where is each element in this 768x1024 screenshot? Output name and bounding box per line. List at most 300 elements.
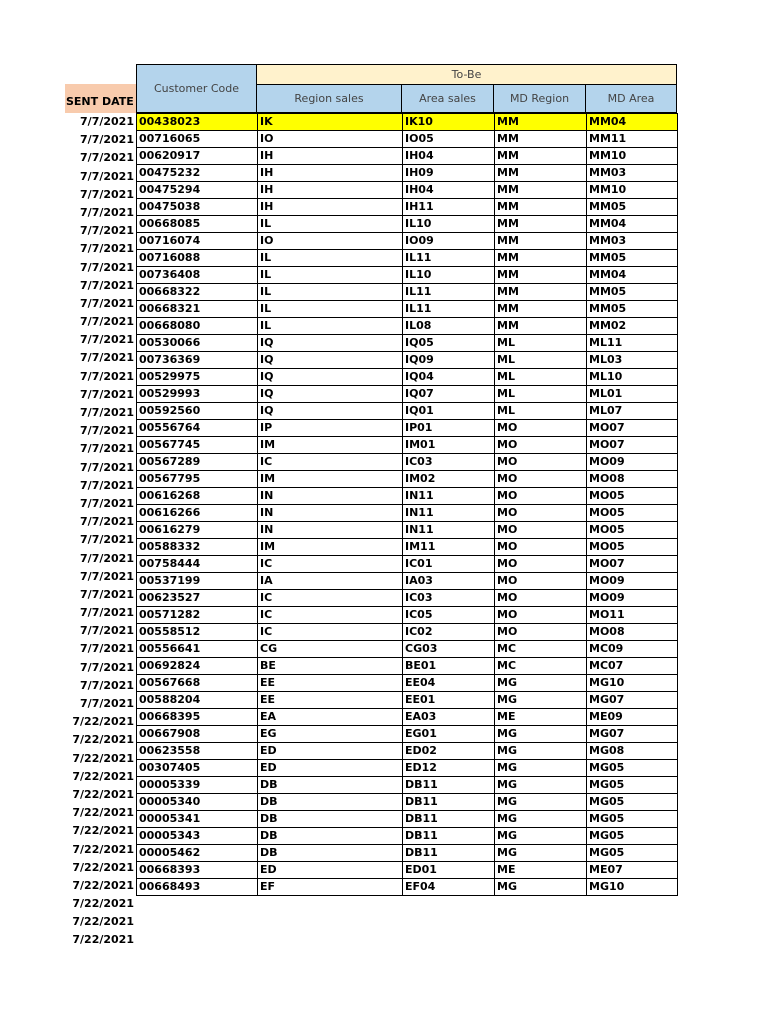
sent-date-cell[interactable]: 7/7/2021 [80,224,134,238]
region-cell[interactable]: IH [258,199,403,216]
md-region-cell[interactable]: MO [495,539,587,556]
area-cell[interactable]: IL11 [403,301,495,318]
region-cell[interactable]: IL [258,284,403,301]
area-cell[interactable]: ED02 [403,743,495,760]
table-row [137,267,678,284]
md-area-cell[interactable]: MM05 [587,199,678,216]
region-cell[interactable]: IK [258,114,403,131]
area-cell[interactable]: IM02 [403,471,495,488]
code-cell[interactable]: 00758444 [137,556,258,573]
md-area-cell[interactable]: MG05 [587,760,678,777]
table-row [137,148,678,165]
code-cell[interactable]: 00668085 [137,216,258,233]
code-cell[interactable]: 00530066 [137,335,258,352]
md-region-cell[interactable]: MG [495,726,587,743]
md-area-cell[interactable]: MG07 [587,726,678,743]
region-cell[interactable]: IL [258,301,403,318]
code-cell[interactable]: 00668321 [137,301,258,318]
area-cell[interactable]: EG01 [403,726,495,743]
md-area-cell[interactable]: MM04 [587,114,678,131]
sent-date-cell[interactable]: 7/7/2021 [80,115,134,128]
code-cell[interactable]: 00005462 [137,845,258,862]
md-area-cell[interactable]: MM11 [587,131,678,148]
area-cell[interactable]: IQ07 [403,386,495,403]
region-cell[interactable]: IQ [258,369,403,386]
md-region-cell[interactable]: MM [495,301,587,318]
md-area-cell[interactable]: MM05 [587,284,678,301]
table-row [137,692,678,709]
code-cell[interactable]: 00556641 [137,641,258,658]
sent-date-cell[interactable]: 7/22/2021 [72,751,134,765]
sent-date-cell[interactable]: 7/7/2021 [80,260,134,274]
sent-date-cell[interactable]: 7/7/2021 [80,187,134,201]
region-cell[interactable]: IN [258,505,403,522]
md-area-cell[interactable]: MO09 [587,573,678,590]
area-cell[interactable]: DB11 [403,811,495,828]
md-region-cell[interactable]: MO [495,505,587,522]
md-area-cell[interactable]: ML01 [587,386,678,403]
sent-date-cell[interactable]: 7/7/2021 [80,133,134,147]
sent-date-cell[interactable]: 7/7/2021 [80,406,134,419]
area-cell[interactable]: IN11 [403,522,495,539]
code-cell[interactable]: 00716074 [137,233,258,250]
sent-date-cell[interactable]: 7/7/2021 [80,242,134,256]
area-cell[interactable]: DB11 [403,845,495,862]
md-area-cell[interactable]: MG10 [587,675,678,692]
code-cell[interactable]: 00620917 [137,148,258,165]
region-cell[interactable]: IL [258,318,403,335]
region-cell[interactable]: IN [258,522,403,539]
md-area-cell[interactable]: MO07 [587,420,678,437]
sent-date-cell[interactable]: 7/7/2021 [80,496,134,510]
region-cell[interactable]: IM [258,539,403,556]
region-cell[interactable]: DB [258,845,403,862]
table-row [137,233,678,250]
region-cell[interactable]: IM [258,471,403,488]
sent-date-cell[interactable]: 7/22/2021 [72,897,134,911]
md-region-cell[interactable]: MG [495,794,587,811]
area-cell[interactable]: EE01 [403,692,495,709]
md-area-cell[interactable]: MC07 [587,658,678,675]
code-cell[interactable]: 00623527 [137,590,258,607]
md-region-cell[interactable]: MG [495,811,587,828]
sent-date-cell[interactable]: 7/7/2021 [80,533,134,547]
md-region-cell[interactable]: MG [495,879,587,896]
md-area-header[interactable]: MD Area [585,84,677,113]
region-sales-header[interactable]: Region sales [256,84,402,113]
md-area-cell[interactable]: ME07 [587,862,678,879]
sent-date-cell[interactable]: 7/22/2021 [72,824,134,838]
code-cell[interactable]: 00005343 [137,828,258,845]
md-area-cell[interactable]: ME09 [587,709,678,726]
region-cell[interactable]: IC [258,624,403,641]
region-cell[interactable]: IA [258,573,403,590]
md-region-cell[interactable]: MM [495,148,587,165]
md-region-cell[interactable]: MG [495,692,587,709]
md-area-cell[interactable]: MO11 [587,607,678,624]
region-cell[interactable]: EF [258,879,403,896]
code-cell[interactable]: 00736369 [137,352,258,369]
md-area-cell[interactable]: MG05 [587,828,678,845]
md-area-cell[interactable]: MO08 [587,624,678,641]
code-cell[interactable]: 00438023 [137,114,258,131]
table-row [137,318,678,335]
code-cell[interactable]: 00537199 [137,573,258,590]
md-region-cell[interactable]: MM [495,250,587,267]
md-region-cell[interactable]: MO [495,437,587,454]
md-area-cell[interactable]: MG10 [587,879,678,896]
table-row [137,335,678,352]
area-sales-header[interactable]: Area sales [401,84,494,113]
md-region-header[interactable]: MD Region [493,84,586,113]
md-region-cell[interactable]: MO [495,471,587,488]
md-region-cell[interactable]: MM [495,284,587,301]
md-area-cell[interactable]: MG05 [587,811,678,828]
md-region-cell[interactable]: MG [495,828,587,845]
md-region-cell[interactable]: ME [495,862,587,879]
md-region-cell[interactable]: MO [495,454,587,471]
region-cell[interactable]: IM [258,437,403,454]
sent-date-cell[interactable]: 7/7/2021 [80,551,134,565]
sent-date-cell[interactable]: 7/22/2021 [72,878,134,892]
code-cell[interactable]: 00005339 [137,777,258,794]
area-cell[interactable]: IQ01 [403,403,495,420]
area-cell[interactable]: DB11 [403,794,495,811]
md-area-cell[interactable]: MO08 [587,471,678,488]
region-cell[interactable]: IC [258,607,403,624]
table-row [137,131,678,148]
to-be-header[interactable]: To-Be [256,64,677,85]
md-area-cell[interactable]: MG08 [587,743,678,760]
region-cell[interactable]: ED [258,743,403,760]
code-cell[interactable]: 00588332 [137,539,258,556]
md-area-cell[interactable]: MG05 [587,777,678,794]
area-cell[interactable]: EF04 [403,879,495,896]
md-area-cell[interactable]: MO07 [587,437,678,454]
area-cell[interactable]: IH04 [403,182,495,199]
customer-code-header[interactable]: Customer Code [136,64,257,113]
code-cell[interactable]: 00567668 [137,675,258,692]
region-cell[interactable]: EE [258,675,403,692]
table-row [137,488,678,505]
md-region-cell[interactable]: ML [495,369,587,386]
md-region-cell[interactable]: MO [495,556,587,573]
area-cell[interactable]: DB11 [403,777,495,794]
table-row [137,199,678,216]
table-row [137,369,678,386]
region-cell[interactable]: ED [258,760,403,777]
md-area-cell[interactable]: MG05 [587,794,678,811]
sent-date-cell[interactable]: 7/7/2021 [80,351,134,365]
table-row [137,437,678,454]
md-area-cell[interactable]: ML03 [587,352,678,369]
area-cell[interactable]: EE04 [403,675,495,692]
md-area-cell[interactable]: MO05 [587,505,678,522]
md-region-cell[interactable]: MO [495,607,587,624]
md-area-cell[interactable]: MM10 [587,182,678,199]
md-area-cell[interactable]: MM05 [587,301,678,318]
area-cell[interactable]: IQ05 [403,335,495,352]
md-area-cell[interactable]: MO09 [587,590,678,607]
sent-date-cell[interactable]: 7/7/2021 [80,315,134,329]
area-cell[interactable]: IC02 [403,624,495,641]
area-cell[interactable]: IA03 [403,573,495,590]
sent-date-cell[interactable]: 7/7/2021 [80,678,134,692]
area-cell[interactable]: IC03 [403,454,495,471]
md-area-cell[interactable]: MG05 [587,845,678,862]
area-cell[interactable]: IM01 [403,437,495,454]
md-area-cell[interactable]: MM04 [587,267,678,284]
md-region-cell[interactable]: MM [495,267,587,284]
sent-date-cell[interactable]: 7/22/2021 [72,715,134,729]
region-cell[interactable]: DB [258,828,403,845]
region-cell[interactable]: IC [258,556,403,573]
region-cell[interactable]: IC [258,590,403,607]
md-region-cell[interactable]: MM [495,131,587,148]
sent-date-cell[interactable]: 7/7/2021 [80,151,134,165]
region-cell[interactable]: IH [258,182,403,199]
code-cell[interactable]: 00558512 [137,624,258,641]
md-region-cell[interactable]: MO [495,590,587,607]
md-region-cell[interactable]: MG [495,760,587,777]
region-cell[interactable]: EE [258,692,403,709]
code-cell[interactable]: 00567795 [137,471,258,488]
region-cell[interactable]: EG [258,726,403,743]
md-region-cell[interactable]: MG [495,675,587,692]
area-cell[interactable]: IO09 [403,233,495,250]
region-cell[interactable]: IP [258,420,403,437]
sent-date-cell[interactable]: 7/22/2021 [72,933,134,947]
md-area-cell[interactable]: MM02 [587,318,678,335]
area-cell[interactable]: BE01 [403,658,495,675]
area-cell[interactable]: IL11 [403,284,495,301]
region-cell[interactable]: IN [258,488,403,505]
area-cell[interactable]: CG03 [403,641,495,658]
md-region-cell[interactable]: MM [495,182,587,199]
code-cell[interactable]: 00616279 [137,522,258,539]
md-region-cell[interactable]: MM [495,233,587,250]
region-cell[interactable]: IQ [258,352,403,369]
code-cell[interactable]: 00588204 [137,692,258,709]
area-cell[interactable]: EA03 [403,709,495,726]
region-cell[interactable]: ED [258,862,403,879]
md-area-cell[interactable]: ML10 [587,369,678,386]
area-cell[interactable]: IC05 [403,607,495,624]
md-region-cell[interactable]: MO [495,573,587,590]
code-cell[interactable]: 00005340 [137,794,258,811]
area-cell[interactable]: DB11 [403,828,495,845]
area-cell[interactable]: IP01 [403,420,495,437]
code-cell[interactable]: 00667908 [137,726,258,743]
md-area-cell[interactable]: MO09 [587,454,678,471]
sent-date-cell[interactable]: 7/7/2021 [80,697,134,710]
area-cell[interactable]: IQ09 [403,352,495,369]
md-region-cell[interactable]: MO [495,624,587,641]
region-cell[interactable]: IO [258,131,403,148]
sent-date-cell[interactable]: 7/7/2021 [80,442,134,456]
md-region-cell[interactable]: MM [495,114,587,131]
code-cell[interactable]: 00567745 [137,437,258,454]
code-cell[interactable]: 00567289 [137,454,258,471]
area-cell[interactable]: IH11 [403,199,495,216]
area-cell[interactable]: IO05 [403,131,495,148]
region-cell[interactable]: IQ [258,386,403,403]
md-region-cell[interactable]: MG [495,743,587,760]
md-area-cell[interactable]: MM03 [587,233,678,250]
region-cell[interactable]: IO [258,233,403,250]
sent-date-cell[interactable]: 7/7/2021 [80,624,134,638]
code-cell[interactable]: 00571282 [137,607,258,624]
sent-date-cell[interactable]: 7/22/2021 [72,787,134,801]
code-cell[interactable]: 00668322 [137,284,258,301]
code-cell[interactable]: 00529975 [137,369,258,386]
region-cell[interactable]: IC [258,454,403,471]
area-cell[interactable]: IH04 [403,148,495,165]
region-cell[interactable]: IH [258,148,403,165]
region-cell[interactable]: CG [258,641,403,658]
sent-date-cell[interactable]: 7/7/2021 [80,460,134,474]
code-cell[interactable]: 00475294 [137,182,258,199]
region-cell[interactable]: EA [258,709,403,726]
area-cell[interactable]: IK10 [403,114,495,131]
table-row [137,879,678,896]
sent-date-cell[interactable]: 7/7/2021 [80,278,134,292]
code-cell[interactable]: 00623558 [137,743,258,760]
md-region-cell[interactable]: ML [495,403,587,420]
md-area-cell[interactable]: MM05 [587,250,678,267]
md-region-cell[interactable]: ML [495,335,587,352]
md-region-cell[interactable]: ML [495,386,587,403]
md-region-cell[interactable]: MC [495,658,587,675]
area-cell[interactable]: IL10 [403,216,495,233]
md-region-cell[interactable]: MM [495,165,587,182]
customer-table [136,113,678,896]
table-row [137,114,678,131]
region-cell[interactable]: IL [258,267,403,284]
sent-date-cell[interactable]: 7/22/2021 [72,842,134,856]
md-region-cell[interactable]: ME [495,709,587,726]
region-cell[interactable]: IL [258,250,403,267]
md-region-cell[interactable]: MO [495,420,587,437]
code-cell[interactable]: 00556764 [137,420,258,437]
code-cell[interactable]: 00005341 [137,811,258,828]
region-cell[interactable]: DB [258,794,403,811]
md-region-cell[interactable]: MG [495,777,587,794]
area-cell[interactable]: IN11 [403,505,495,522]
area-cell[interactable]: IN11 [403,488,495,505]
sent-date-cell[interactable]: 7/22/2021 [72,860,134,874]
sent-date-cell[interactable]: 7/7/2021 [80,515,134,529]
md-region-cell[interactable]: MO [495,522,587,539]
sent-date-cell[interactable]: 7/7/2021 [80,606,134,620]
region-cell[interactable]: DB [258,777,403,794]
table-row [137,250,678,267]
sent-date-cell[interactable]: 7/7/2021 [80,478,134,492]
sent-date-cell[interactable]: 7/7/2021 [80,642,134,656]
md-area-cell[interactable]: MM10 [587,148,678,165]
sent-date-cell[interactable]: 7/22/2021 [72,806,134,820]
md-area-cell[interactable]: MO05 [587,522,678,539]
code-cell[interactable]: 00668393 [137,862,258,879]
sent-date-header[interactable]: SENT DATE [65,84,136,113]
md-region-cell[interactable]: MC [495,641,587,658]
code-cell[interactable]: 00716065 [137,131,258,148]
code-cell[interactable]: 00475232 [137,165,258,182]
md-region-cell[interactable]: MM [495,199,587,216]
area-cell[interactable]: IC01 [403,556,495,573]
code-cell[interactable]: 00616266 [137,505,258,522]
area-cell[interactable]: IC03 [403,590,495,607]
region-cell[interactable]: IH [258,165,403,182]
sent-date-cell[interactable]: 7/7/2021 [80,369,134,383]
sent-date-column [60,113,136,950]
area-cell[interactable]: ED01 [403,862,495,879]
area-cell[interactable]: IL11 [403,250,495,267]
code-cell[interactable]: 00716088 [137,250,258,267]
code-cell[interactable]: 00475038 [137,199,258,216]
code-cell[interactable]: 00307405 [137,760,258,777]
area-cell[interactable]: IL10 [403,267,495,284]
md-region-cell[interactable]: MM [495,318,587,335]
code-cell[interactable]: 00529993 [137,386,258,403]
sent-date-cell[interactable]: 7/7/2021 [80,660,134,674]
sent-date-cell[interactable]: 7/7/2021 [80,333,134,347]
table-row [137,743,678,760]
md-region-cell[interactable]: MO [495,488,587,505]
md-area-cell[interactable]: ML07 [587,403,678,420]
md-area-cell[interactable]: MO07 [587,556,678,573]
md-area-cell[interactable]: MO05 [587,539,678,556]
region-cell[interactable]: BE [258,658,403,675]
region-cell[interactable]: IL [258,216,403,233]
area-cell[interactable]: IL08 [403,318,495,335]
md-region-cell[interactable]: MM [495,216,587,233]
sent-date-cell[interactable]: 7/7/2021 [80,296,134,310]
sent-date-cell[interactable]: 7/7/2021 [80,169,134,183]
md-region-cell[interactable]: MG [495,845,587,862]
code-cell[interactable]: 00616268 [137,488,258,505]
md-area-cell[interactable]: MM03 [587,165,678,182]
sent-date-cell[interactable]: 7/7/2021 [80,569,134,583]
region-cell[interactable]: IQ [258,335,403,352]
sent-date-cell[interactable]: 7/7/2021 [80,587,134,601]
md-area-cell[interactable]: MC09 [587,641,678,658]
md-area-cell[interactable]: MG07 [587,692,678,709]
code-cell[interactable]: 00668395 [137,709,258,726]
sent-date-cell[interactable]: 7/22/2021 [72,915,134,929]
sent-date-cell[interactable]: 7/7/2021 [80,205,134,219]
code-cell[interactable]: 00736408 [137,267,258,284]
region-cell[interactable]: DB [258,811,403,828]
md-area-cell[interactable]: ML11 [587,335,678,352]
md-region-cell[interactable]: ML [495,352,587,369]
area-cell[interactable]: IH09 [403,165,495,182]
code-cell[interactable]: 00668493 [137,879,258,896]
code-cell[interactable]: 00692824 [137,658,258,675]
area-cell[interactable]: IM11 [403,539,495,556]
sent-date-cell[interactable]: 7/7/2021 [80,387,134,401]
region-cell[interactable]: IQ [258,403,403,420]
area-cell[interactable]: ED12 [403,760,495,777]
sent-date-cell[interactable]: 7/22/2021 [72,769,134,783]
md-area-cell[interactable]: MM04 [587,216,678,233]
code-cell[interactable]: 00592560 [137,403,258,420]
code-cell[interactable]: 00668080 [137,318,258,335]
area-cell[interactable]: IQ04 [403,369,495,386]
md-area-cell[interactable]: MO05 [587,488,678,505]
sent-date-cell[interactable]: 7/7/2021 [80,424,134,438]
sent-date-cell[interactable]: 7/22/2021 [72,733,134,747]
